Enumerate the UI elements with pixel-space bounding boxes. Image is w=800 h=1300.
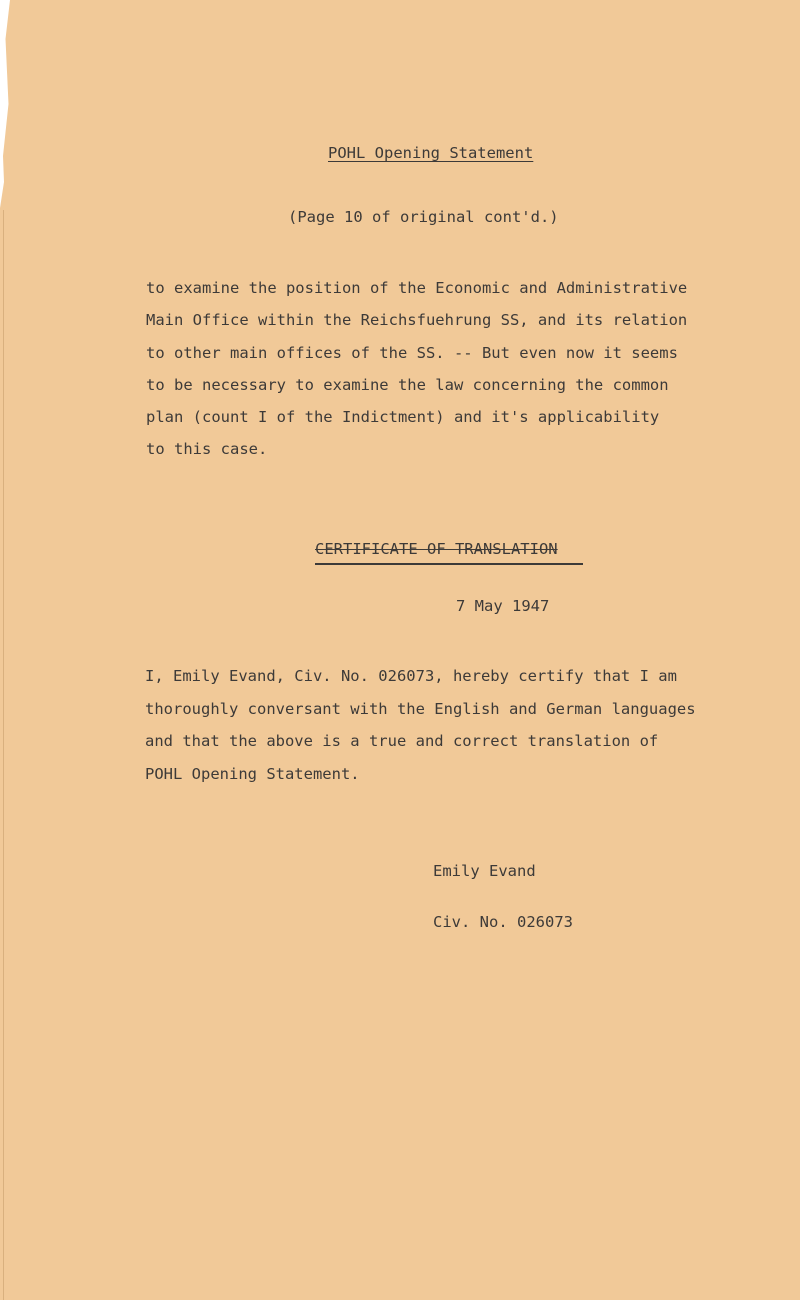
body-line: to this case. bbox=[146, 440, 268, 459]
signature-name: Emily Evand bbox=[433, 862, 536, 880]
page-reference: (Page 10 of original cont'd.) bbox=[288, 208, 559, 226]
certificate-paragraph bbox=[145, 660, 765, 790]
certificate-heading-rule bbox=[315, 563, 583, 565]
certificate-heading: CERTIFICATE OF TRANSLATION bbox=[315, 540, 558, 558]
body-line: to other main offices of the SS. -- But even now it seems bbox=[146, 343, 678, 362]
body-line: to examine the position of the Economic and Administrative bbox=[146, 279, 688, 297]
torn-left-edge bbox=[0, 0, 10, 1300]
signature-civ-number: Civ. No. 026073 bbox=[433, 913, 573, 931]
body-line: to be necessary to examine the law concerning the common bbox=[146, 375, 669, 394]
body-paragraph bbox=[146, 272, 756, 466]
certificate-line: I, Emily Evand, Civ. No. 026073, hereby certify that I am bbox=[145, 667, 677, 685]
document-title: POHL Opening Statement bbox=[328, 144, 534, 162]
certificate-line: and that the above is a true and correct translation of bbox=[145, 732, 659, 750]
page-fold-line bbox=[3, 210, 4, 1300]
body-line: Main Office within the Reichsfuehrung SS, and its relation bbox=[146, 311, 688, 330]
body-line: plan (count I of the Indictment) and it's applicability bbox=[146, 408, 660, 427]
certificate-line: POHL Opening Statement. bbox=[145, 764, 360, 783]
signature-block bbox=[433, 829, 573, 965]
certificate-date: 7 May 1947 bbox=[456, 597, 550, 615]
certificate-line: thoroughly conversant with the English and German languages bbox=[145, 699, 696, 718]
